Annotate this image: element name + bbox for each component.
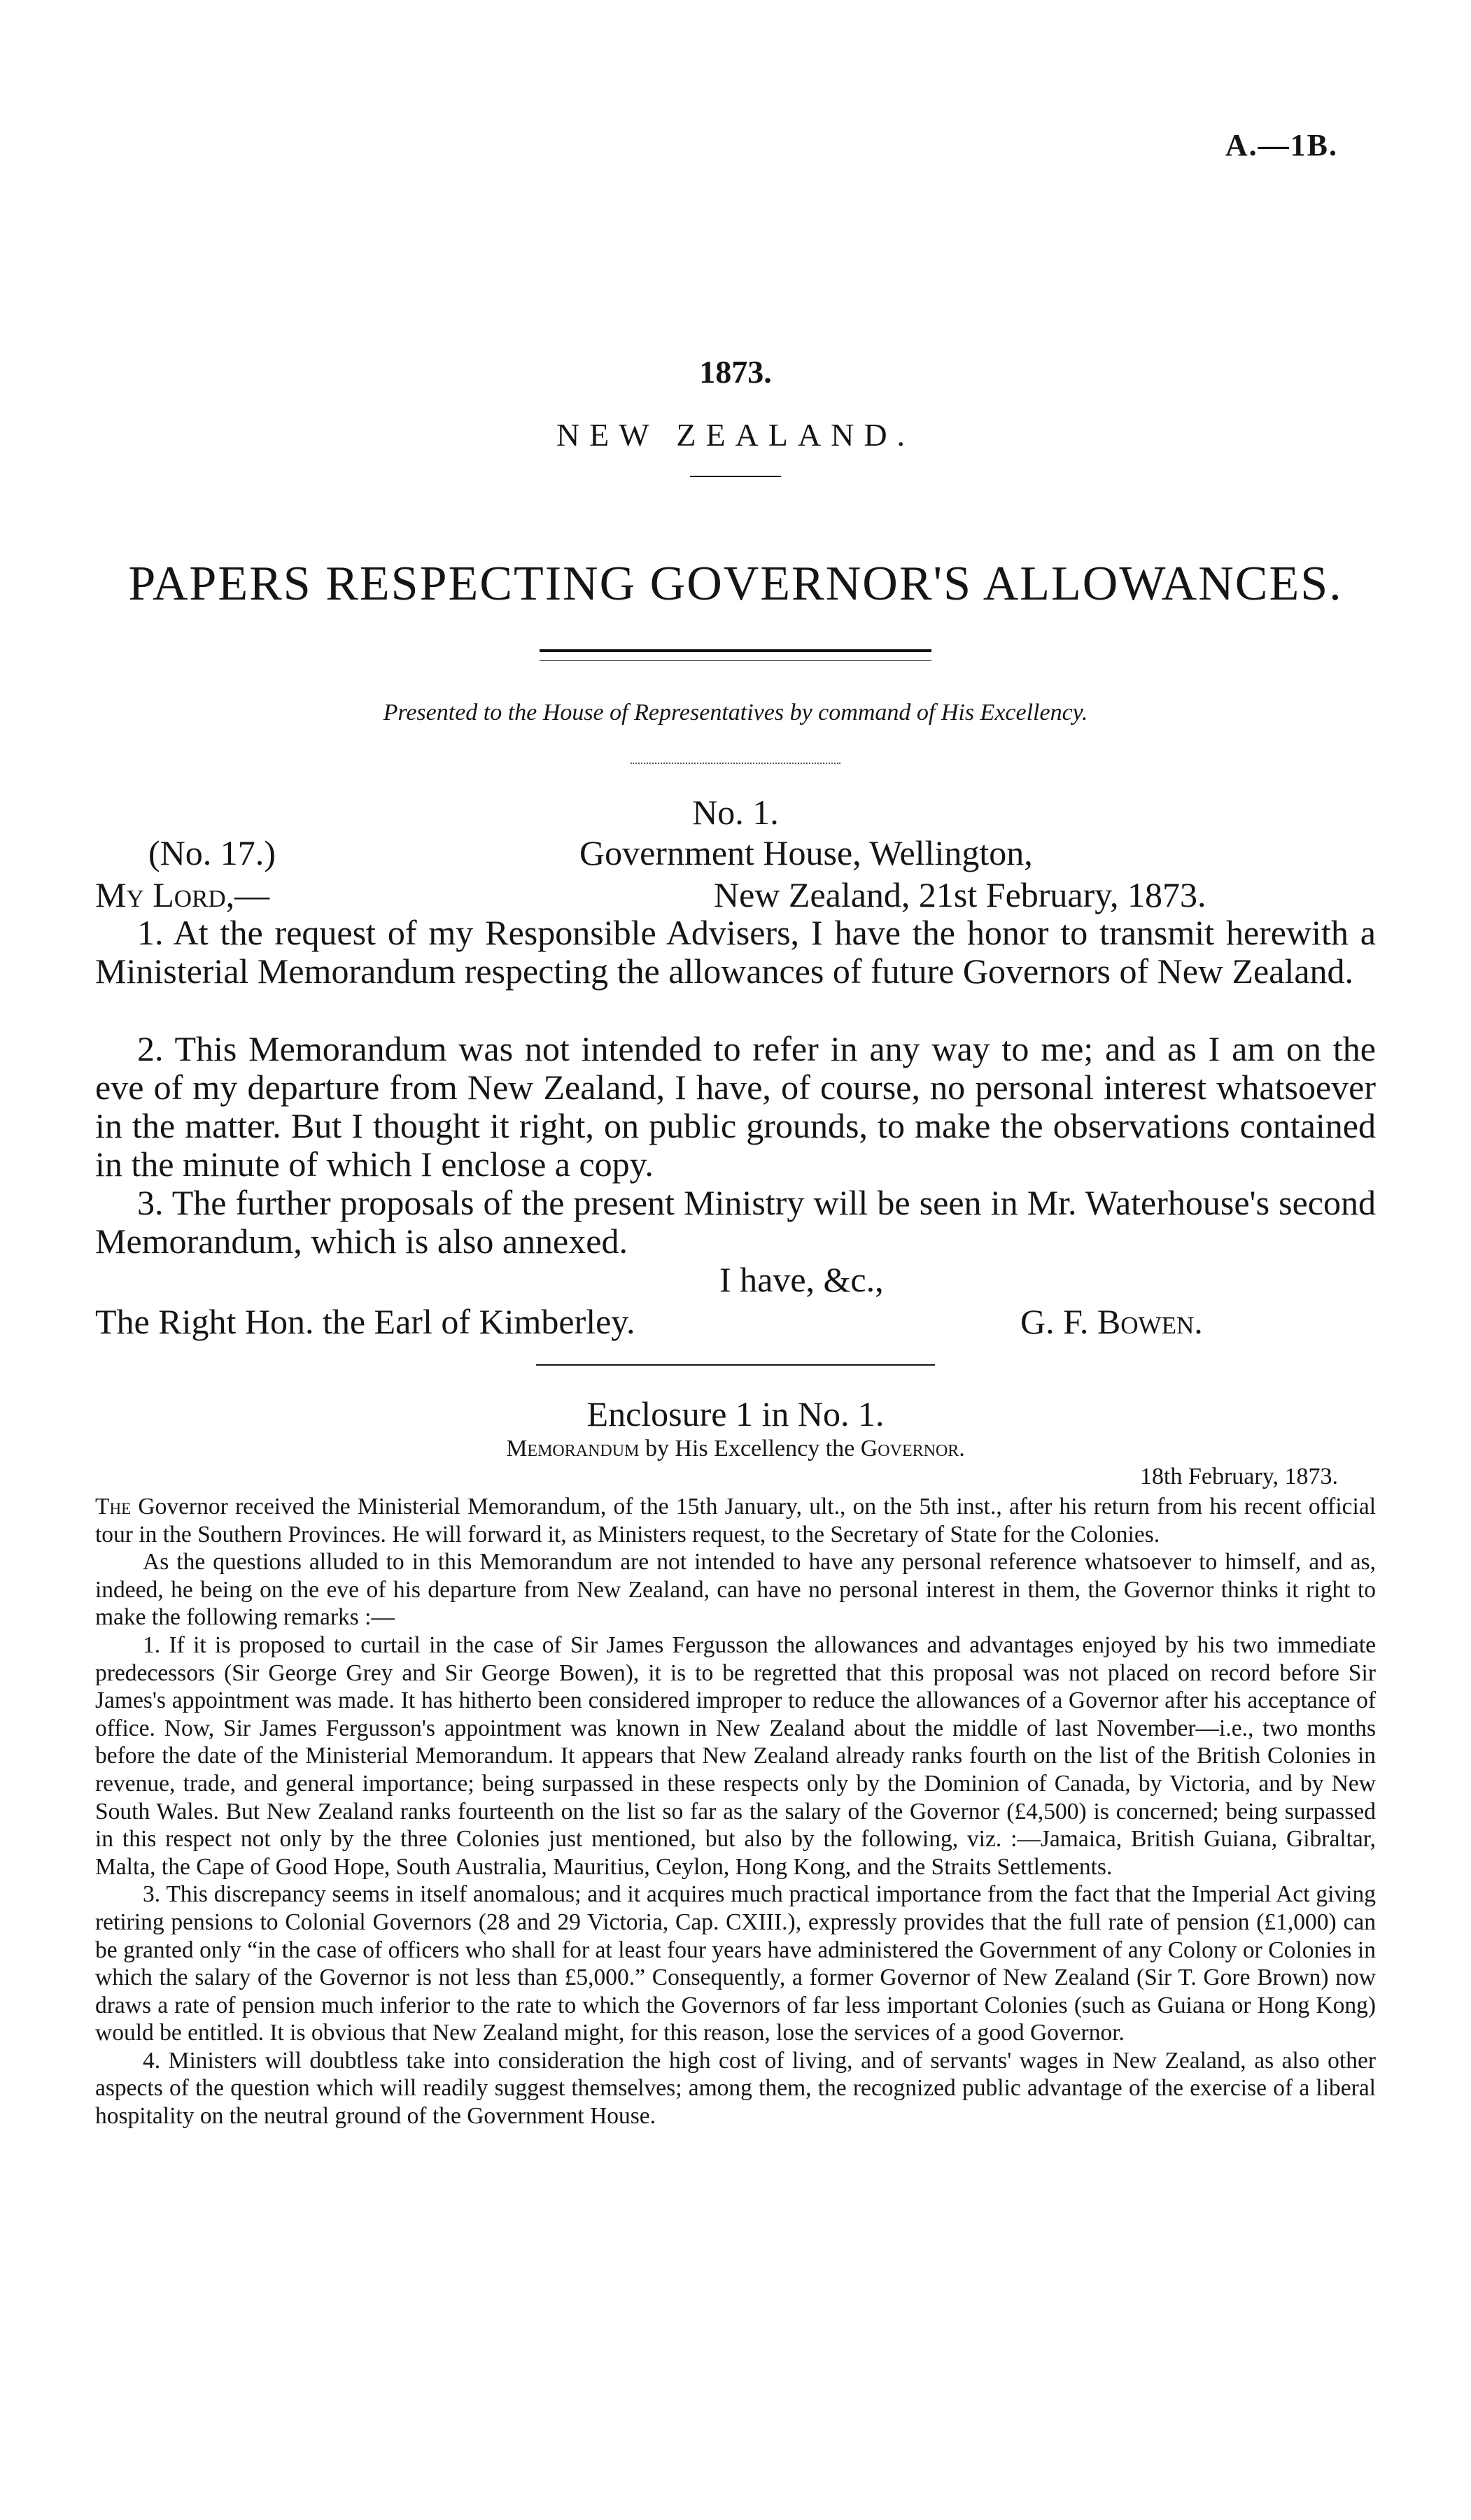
enclosure-subheading — [0, 1436, 1471, 1462]
paragraph-lead-word: The — [95, 1494, 132, 1520]
dotted-divider — [631, 763, 840, 764]
letter-signature: G. F. Bowen. — [1020, 1302, 1203, 1341]
letter-ref-no: (No. 17.) — [148, 833, 276, 872]
presented-line: Presented to the House of Representatives by command of His Excellency. — [383, 700, 1088, 725]
enclosure-date: 18th February, 1873. — [1140, 1464, 1338, 1489]
document-country: NEW ZEALAND. — [556, 417, 915, 453]
enclosure-heading: Enclosure 1 in No. 1. — [586, 1394, 885, 1434]
enclosure-body — [95, 1493, 1376, 2130]
enclosure-paragraph-0: The Governor received the Ministerial Memorandum, of the 15th January, ult., on the 5th inst., after his return from his recent official tour in the Southern Provinces. He will forward it, as Ministers request, to the Secretary of State for the Colonies. — [95, 1494, 1376, 1548]
section-divider — [536, 1364, 935, 1366]
enclosure-paragraph-2: 1. If it is proposed to curtail in the case of Sir James Fergusson the allowances and advantages enjoyed by his two immediate predecessors (Sir George Grey and Sir George Bowen), it is to be regretted that this proposal was not placed on record before Sir James's appointment was made. It has hitherto been considered improper to reduce the allowances of a Governor after his acceptance of office. Now, Sir James Fergusson's appointment was known in New Zealand about the middle of last November—i.e., two months before the date of the Ministerial Memorandum. It appears that New Zealand already ranks fourth on the list of the British Colonies in revenue, trade, and general importance; being surpassed in these respects only by the Dominion of Canada, by Victoria, and by New South Wales. But New Zealand ranks fourteenth on the list so far as the salary of the Governor (£4,500) is concerned; being surpassed in this respect not only by the three Colonies just mentioned, but also by the following, viz. :—Jamaica, British Guiana, Gibraltar, Malta, the Cape of Good Hope, South Australia, Mauritius, Ceylon, Hong Kong, and the Straits Settlements. — [95, 1631, 1376, 1880]
enclosure-paragraph-1: As the questions alluded to in this Memorandum are not intended to have any personal reference whatsoever to himself, and as, indeed, he being on the eve of his departure from New Zealand, can have no personal interest in them, the Governor thinks it right to make the following remarks :— — [95, 1549, 1376, 1631]
title-double-rule — [540, 649, 931, 661]
memorandum-label: Memorandum — [506, 1436, 640, 1461]
letter-salutation — [95, 873, 269, 916]
document-title: PAPERS RESPECTING GOVERNOR'S ALLOWANCES. — [128, 557, 1343, 611]
salutation-lord: Lord,— — [153, 875, 270, 914]
letter-paragraph-2: 2. This Memorandum was not intended to refer in any way to me; and as I am on the eve of my departure from New Zealand, I have, of course, no personal interest whatsoever in the matter. But I thought it right, on public grounds, to make the observations contained in the minute of which I enclose a copy. — [95, 1029, 1376, 1184]
letter-paragraph-1: 1. At the request of my Responsible Advisers, I have the honor to transmit herewith a Ministerial Memorandum respecting the allowances of future Governors of New Zealand. — [95, 913, 1376, 991]
title-divider — [690, 476, 781, 477]
letter-number: No. 1. — [692, 793, 779, 832]
letter-closing: I have, &c., — [719, 1260, 884, 1299]
letter-addressee: The Right Hon. the Earl of Kimberley. — [95, 1302, 635, 1341]
enclosure-paragraph-3: 3. This discrepancy seems in itself anomalous; and it acquires much practical importance from the fact that the Imperial Act giving retiring pensions to Colonial Governors (28 and 29 Victoria, Cap. CXIII.), expressly provides that the full rate of pension (£1,000) can be granted only “in the case of officers who shall for at least four years have administered the Government of any Colony or Colonies in which the salary of the Governor is not less than £5,000.” Consequently, a former Governor of New Zealand (Sir T. Gore Brown) now draws a rate of pension much inferior to the rate to which the Governors of far less important Colonies (such as Guiana or Hong Kong) would be entitled. It is obvious that New Zealand might, for this reason, lose the services of a good Governor. — [95, 1881, 1376, 2046]
salutation-my: My — [95, 875, 144, 914]
letter-place-line2: New Zealand, 21st February, 1873. — [714, 875, 1206, 914]
enclosure-paragraph-4: 4. Ministers will doubtless take into consideration the high cost of living, and of servants' wages in New Zealand, as also other aspects of the question which will readily suggest themselves; among them, the recognized public advantage of the exercise of a liberal hospitality on the neutral ground of the Government House. — [95, 2047, 1376, 2130]
letter-place-line1: Government House, Wellington, — [579, 833, 1033, 872]
memorandum-governor: Governor. — [860, 1436, 965, 1461]
document-year: 1873. — [699, 354, 772, 390]
memorandum-by: by His Excellency the — [645, 1436, 855, 1461]
letter-paragraph-3: 3. The further proposals of the present Ministry will be seen in Mr. Waterhouse's second Memorandum, which is also annexed. — [95, 1183, 1376, 1261]
document-reference: A.—1B. — [1225, 128, 1338, 162]
